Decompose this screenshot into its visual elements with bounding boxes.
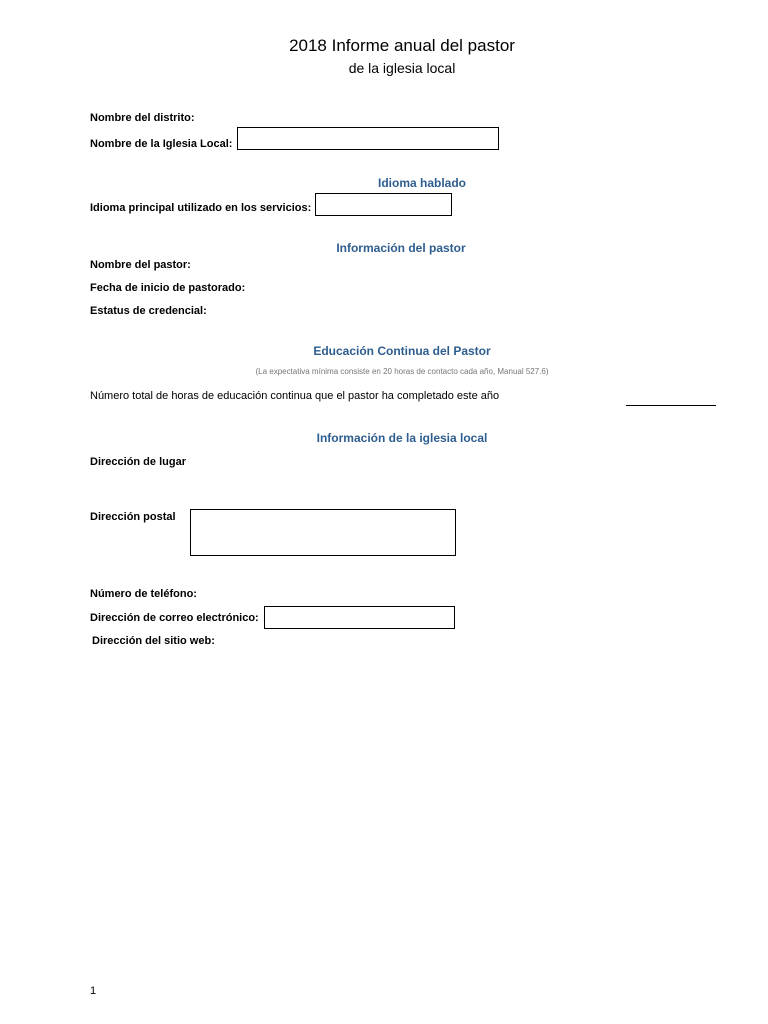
church-name-field[interactable] bbox=[237, 127, 499, 150]
education-requirement-note: (La expectativa mínima consiste en 20 horas de contacto cada año, Manual 527.6) bbox=[255, 367, 549, 376]
education-hours-line[interactable] bbox=[626, 405, 716, 406]
education-section-heading: Educación Continua del Pastor bbox=[313, 344, 491, 358]
church-name-label: Nombre de la Iglesia Local: bbox=[90, 138, 233, 150]
education-hours-label: Número total de horas de educación continua que el pastor ha completado este año bbox=[90, 390, 500, 402]
pastor-section-heading: Información del pastor bbox=[336, 241, 466, 255]
credential-status-label: Estatus de credencial: bbox=[90, 305, 207, 317]
language-section-heading: Idioma hablado bbox=[377, 176, 466, 190]
postal-address-field[interactable] bbox=[190, 509, 456, 556]
district-name-label: Nombre del distrito: bbox=[90, 112, 195, 124]
main-language-label: Idioma principal utilizado en los servicios: bbox=[90, 202, 312, 214]
email-address-label: Dirección de correo electrónico: bbox=[90, 612, 259, 624]
document-subtitle: de la iglesia local bbox=[348, 60, 456, 76]
pastorate-start-date-label: Fecha de inicio de pastorado: bbox=[90, 282, 246, 294]
page-number: 1 bbox=[90, 985, 97, 997]
pastor-name-label: Nombre del pastor: bbox=[90, 259, 191, 271]
street-address-label: Dirección de lugar bbox=[90, 456, 186, 468]
email-address-field[interactable] bbox=[264, 606, 455, 629]
church-section-heading: Información de la iglesia local bbox=[316, 431, 488, 445]
website-address-label: Dirección del sitio web: bbox=[92, 635, 215, 647]
postal-address-label: Dirección postal bbox=[90, 511, 176, 523]
phone-number-label: Número de teléfono: bbox=[90, 588, 197, 600]
main-language-field[interactable] bbox=[315, 193, 452, 216]
document-title: 2018 Informe anual del pastor bbox=[289, 36, 515, 55]
